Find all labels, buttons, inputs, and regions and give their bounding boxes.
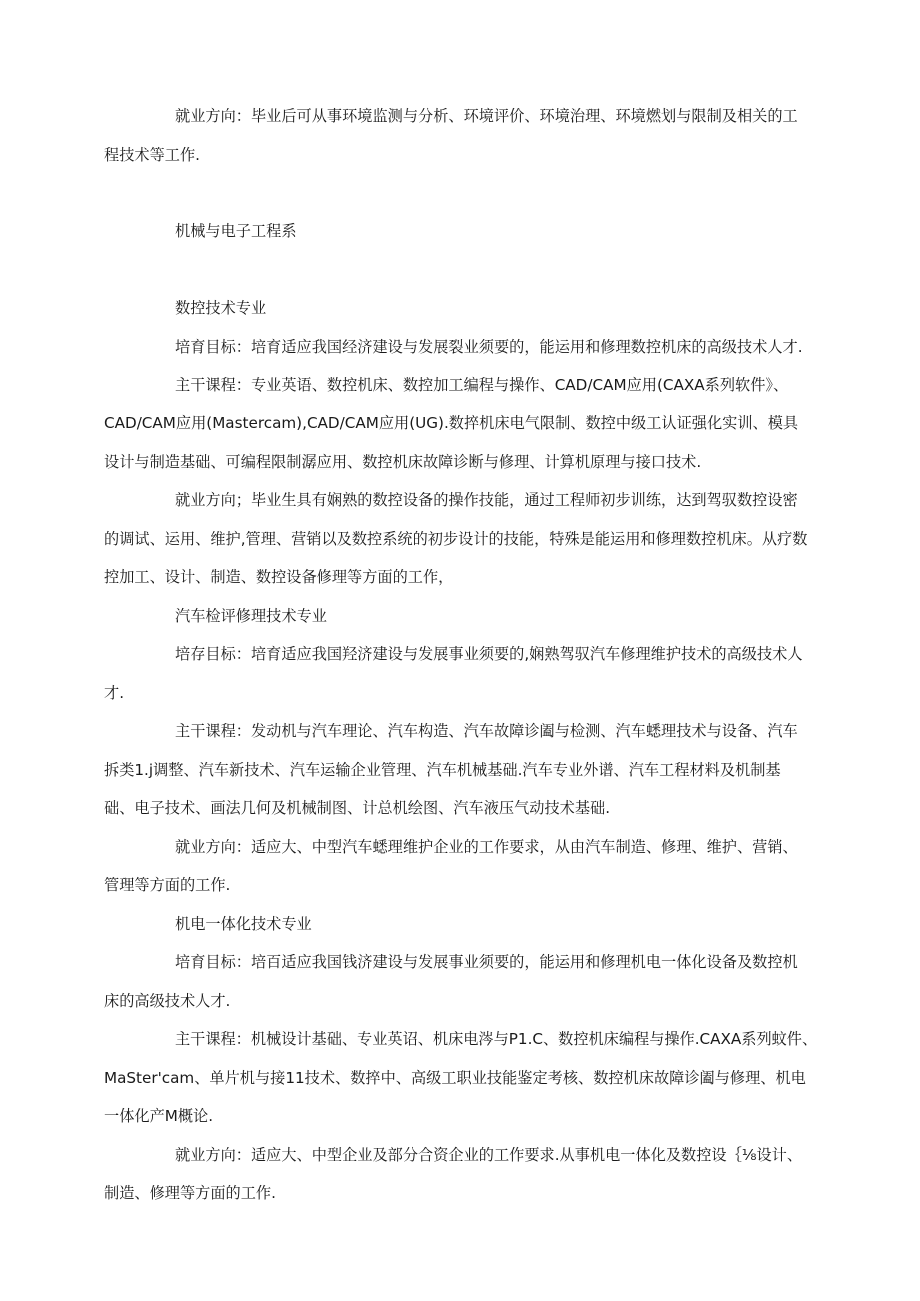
- paragraph-mechatronics-objective: 培育目标：培百适应我国钱济建设与发展事业须要的，能运用和修理机电一体化设备及数控机: [175, 953, 798, 971]
- paragraph-cnc-courses-cont-2: 设计与制造基础、可编程限制潺应用、数控机床故障诊断与修理、计算机原理与接口技术.: [104, 453, 702, 471]
- paragraph-mechatronics-employment: 就业方向：适应大、中型企业及部分合资企业的工作要求.从事机电一体化及数控设｛⅛设计、: [175, 1146, 803, 1164]
- paragraph-auto-employment-cont: 管理等方面的工作.: [104, 876, 231, 894]
- major-heading-mechatronics: 机电一体化技术专业: [175, 915, 312, 933]
- paragraph-mechatronics-objective-cont: 床的高级技术人才.: [104, 992, 231, 1010]
- paragraph-auto-employment: 就业方向：适应大、中型汽车蟋理维护企业的工作要求，从由汽车制造、修理、维护、营销、: [175, 838, 798, 856]
- paragraph-cnc-employment-cont-1: 的调试、运用、维护,管理、营销以及数控系统的初步设计的技能，特殊是能运用和修理数控机床。从疗数: [104, 530, 808, 548]
- paragraph-mechatronics-courses-cont-2: 一体化产M概论.: [104, 1107, 214, 1125]
- paragraph-mechatronics-courses-cont-1: MaSter'cam、单片机与接11技术、数捽中、高级工职业技能鉴定考核、数控机床故障诊阖与修理、机电: [104, 1069, 806, 1087]
- paragraph-cnc-employment-cont-2: 控加工、设计、制造、数控设备修理等方面的工作，: [104, 568, 454, 586]
- paragraph-mechatronics-courses: 主干课程：机械设计基础、专业英诏、机床电涔与P1.C、数控机床编程与操作.CAXA系列蚊件、: [175, 1030, 818, 1048]
- major-heading-cnc: 数控技术专业: [175, 299, 267, 317]
- paragraph-mechatronics-employment-cont: 制造、修理等方面的工作.: [104, 1184, 276, 1202]
- paragraph-cnc-courses: 主干课程：专业英语、数控机床、数控加工编程与操作、CAD/CAM应用(CAXA系列软件》、: [175, 376, 789, 394]
- paragraph-cnc-employment: 就业方向；毕业生具有娴熟的数控设备的操作技能，通过工程师初步训练，达到驾驭数控设密: [175, 491, 798, 509]
- paragraph-cnc-courses-cont-1: CAD/CAM应用(Mastercam),CAD/CAM应用(UG).数捽机床电气限制、数控中级工认证强化实训、模具: [104, 414, 799, 432]
- paragraph-auto-objective: 培存目标：培育适应我国羟济建设与发展事业须要的,娴熟驾驭汽车修理维护技术的高级技术人: [175, 645, 803, 663]
- paragraph-employment-env: 就业方向：毕业后可从事环境监测与分析、环境评价、环境治理、环境燃划与限制及相关的工: [175, 107, 798, 125]
- major-heading-auto-repair: 汽车检评修理技术专业: [175, 607, 327, 625]
- paragraph-auto-courses: 主干课程：发动机与汽车理论、汽车构造、汽车故障诊阖与检测、汽车蟋理技术与设备、汽车: [175, 722, 798, 740]
- paragraph-employment-env-cont: 程技术等工作.: [104, 146, 200, 164]
- paragraph-auto-courses-cont-2: 础、电子技术、画法几何及机械制图、计总机绘图、汽车液压气动技术基础.: [104, 799, 611, 817]
- paragraph-auto-objective-cont: 才.: [104, 684, 125, 702]
- department-heading-mech-electronics: 机械与电子工程系: [175, 222, 297, 240]
- paragraph-cnc-objective: 培育目标：培育适应我国经济建设与发展裂业须要的，能运用和修理数控机床的高级技术人才.: [175, 338, 803, 356]
- paragraph-auto-courses-cont-1: 拆类1.j调整、汽车新技术、汽车运输企业管理、汽车机械基础.汽车专业外谱、汽车工程材料及机制基: [104, 761, 781, 779]
